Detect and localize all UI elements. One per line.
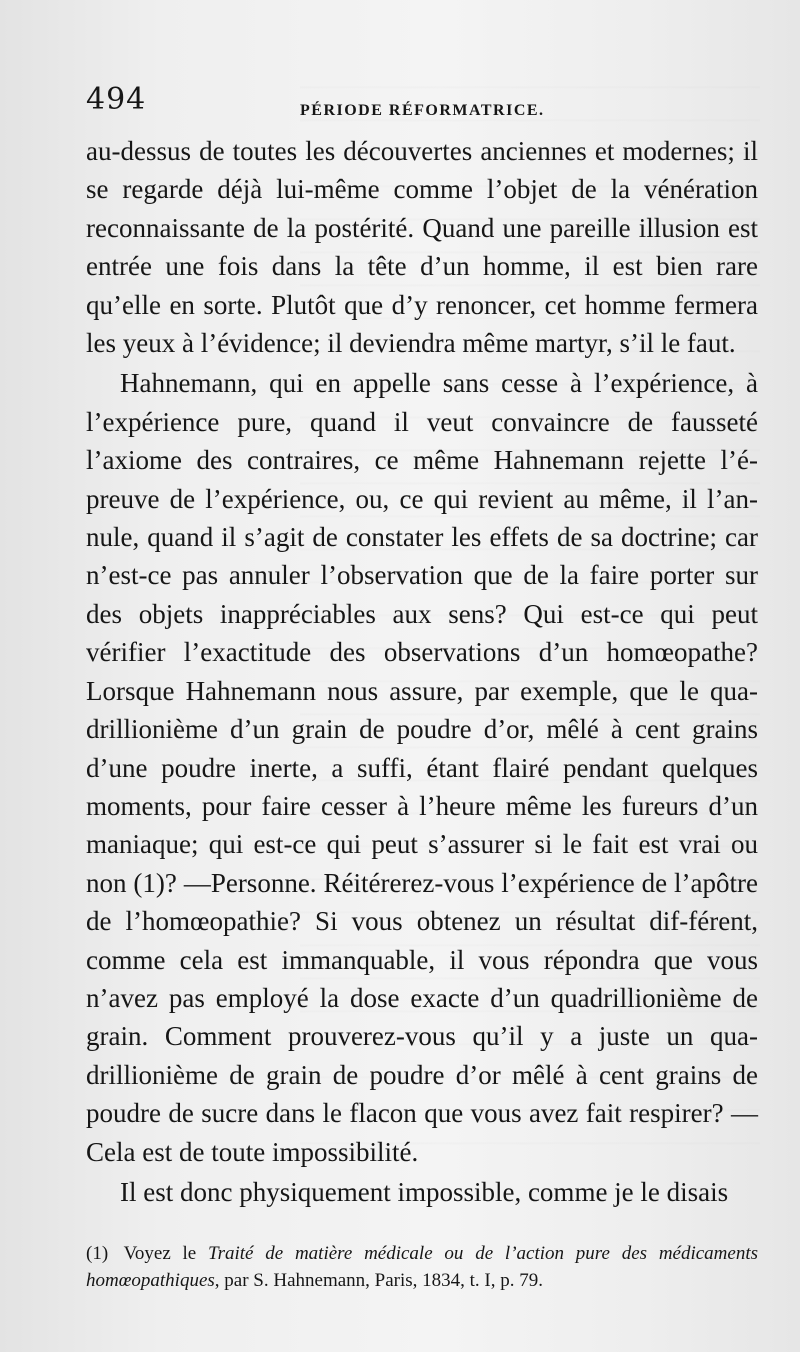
paragraph-continuation: au-dessus de toutes les découvertes anciennes et modernes; il se regarde déjà lui-même comme l’objet de la vénération reconnaissante de la postérité. Quand une pareille illusion est entrée une fois dans la tête d’un homme, il est bien rare qu’elle en sorte. Plutôt que d’y renoncer, cet homme fermera les yeux à l’évidence; il deviendra même martyr, s’il le faut. <box>86 136 758 359</box>
footnote-book-title: Traité de matière médicale ou de l’action pure des médicaments homœopathiques <box>86 1243 759 1291</box>
footnote-text-before: Voyez le <box>123 1243 197 1264</box>
footnote <box>86 1240 758 1294</box>
footnote-marker: (1) <box>86 1243 109 1264</box>
page-header <box>86 82 756 124</box>
page-number: 494 <box>86 82 147 117</box>
footnote-text-after: , par S. Hahnemann, Paris, 1834, t. I, p. 79. <box>214 1270 544 1291</box>
main-text <box>86 132 758 1211</box>
paragraph-conclusion-start: Il est donc physiquement impossible, comme je le disais <box>120 1176 729 1207</box>
running-title: PÉRIODE RÉFORMATRICE. <box>300 102 545 119</box>
paragraph-hahnemann-argument: Hahnemann, qui en appelle sans cesse à l’expérience, à l’expérience pure, quand il veut convaincre de fausseté l’axiome des contraires, ce même Hahnemann rejette l’é-preuve de l’expérience, ou, ce qui revient au même, il l’an-nule, quand il s’agit de constater les effets de sa doctrine; car n’est-ce pas annuler l’observation que de la faire porter sur des objets inappréciables aux sens? Qui est-ce qui peut vérifier l’exactitude des observations d’un homœopathe? Lorsque Hahnemann nous assure, par exemple, que le qua-drillionième d’un grain de poudre d’or, mêlé à cent grains d’une poudre inerte, a suffi, étant flairé pendant quelques moments, pour faire cesser à l’heure même les fureurs d’un maniaque; qui est-ce qui peut s’assurer si le fait est vrai ou non (1)? —Personne. Réitérerez-vous l’expérience de l’apôtre de l’homœopathie? Si vous obtenez un résultat dif-férent, comme cela est immanquable, il vous répondra que vous n’avez pas employé la dose exacte d’un quadrillionième de grain. Comment prouverez-vous qu’il y a juste un qua-drillionième de grain de poudre d’or mêlé à cent grains de poudre de sucre dans le flacon que vous avez fait respirer? — Cela est de toute impossibilité. <box>86 368 758 1167</box>
